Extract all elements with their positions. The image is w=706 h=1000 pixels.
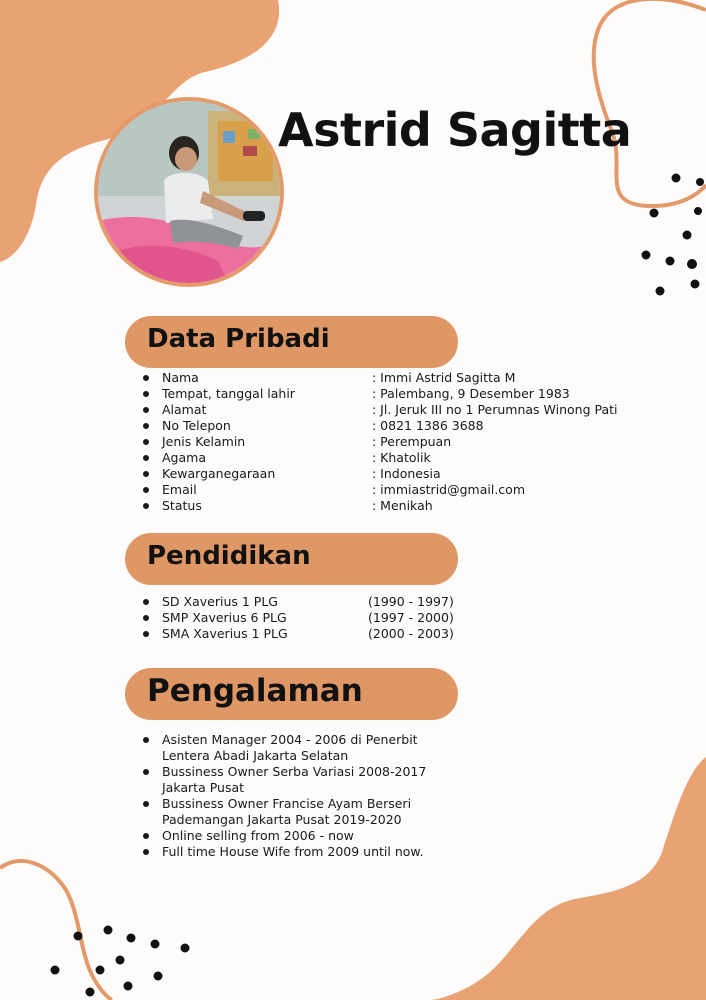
list-item: Status: [136, 498, 295, 514]
personal-value: : Indonesia: [372, 466, 441, 481]
personal-section-title: Data Pribadi: [147, 324, 330, 354]
personal-value: : immiastrid@gmail.com: [372, 482, 525, 497]
experience-line: Bussiness Owner Serba Variasi 2008-2017: [162, 764, 427, 779]
list-item: [136, 764, 426, 796]
personal-value: : Immi Astrid Sagitta M: [372, 370, 516, 385]
list-item: [136, 732, 426, 764]
list-item: No Telepon: [136, 418, 295, 434]
personal-values-list: [372, 370, 618, 514]
list-item: Alamat: [136, 402, 295, 418]
experience-line: Full time House Wife from 2009 until now.: [162, 844, 424, 859]
education-years-list: [368, 594, 454, 642]
list-item: SMA Xaverius 1 PLG: [136, 626, 288, 642]
bottom-left-dots: [51, 926, 190, 997]
list-item: [136, 796, 426, 828]
experience-section-title: Pengalaman: [147, 673, 363, 709]
experience-line: Online selling from 2006 - now: [162, 828, 354, 843]
education-years: (1990 - 1997): [368, 594, 454, 609]
experience-list: [136, 732, 426, 860]
bottom-left-squiggle: [0, 861, 112, 1000]
list-item: [136, 828, 426, 844]
top-right-dots: [642, 174, 705, 296]
profile-photo: [94, 97, 284, 287]
list-item: Agama: [136, 450, 295, 466]
personal-value: : Khatolik: [372, 450, 431, 465]
list-item: Jenis Kelamin: [136, 434, 295, 450]
personal-value: : Menikah: [372, 498, 433, 513]
personal-value: : Perempuan: [372, 434, 452, 449]
personal-value: : Jl. Jeruk III no 1 Perumnas Winong Pati: [372, 402, 618, 417]
bottom-right-blob: [430, 757, 706, 1000]
personal-labels-list: [136, 370, 295, 514]
personal-value: : 0821 1386 3688: [372, 418, 484, 433]
list-item: Nama: [136, 370, 295, 386]
experience-line: Asisten Manager 2004 - 2006 di Penerbit: [162, 732, 418, 747]
portrait-photo-icon: [98, 101, 280, 283]
education-years: (2000 - 2003): [368, 626, 454, 641]
experience-line: Jakarta Pusat: [162, 780, 245, 795]
list-item: SMP Xaverius 6 PLG: [136, 610, 288, 626]
list-item: Kewarganegaraan: [136, 466, 295, 482]
education-list: [136, 594, 288, 642]
list-item: SD Xaverius 1 PLG: [136, 594, 288, 610]
experience-line: Lentera Abadi Jakarta Selatan: [162, 748, 349, 763]
candidate-name: Astrid Sagitta: [278, 103, 632, 157]
list-item: [136, 844, 426, 860]
list-item: Tempat, tanggal lahir: [136, 386, 295, 402]
personal-value: : Palembang, 9 Desember 1983: [372, 386, 570, 401]
list-item: Email: [136, 482, 295, 498]
experience-line: Pademangan Jakarta Pusat 2019-2020: [162, 812, 402, 827]
experience-line: Bussiness Owner Francise Ayam Berseri: [162, 796, 412, 811]
education-section-title: Pendidikan: [147, 541, 311, 571]
education-years: (1997 - 2000): [368, 610, 454, 625]
